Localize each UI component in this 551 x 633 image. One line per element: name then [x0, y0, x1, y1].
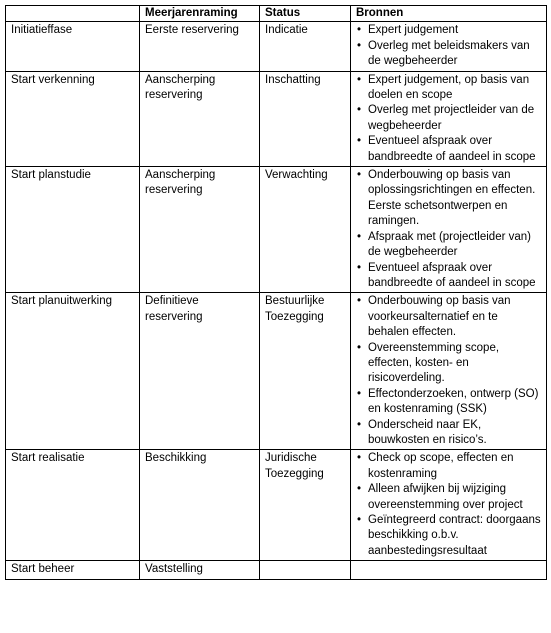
- status-cell: Verwachting: [260, 167, 351, 293]
- bronnen-list: [356, 168, 541, 291]
- list-item-text: Check op scope, effecten en kostenraming: [368, 452, 514, 480]
- bronnen-list: [356, 73, 541, 165]
- phase-table: [5, 5, 547, 580]
- bullet-icon: •: [357, 387, 362, 400]
- list-item-text: Alleen afwijken bij wijziging overeenstemming over project: [368, 483, 523, 511]
- bronnen-cell: [351, 167, 547, 293]
- raming-cell: Beschikking: [140, 450, 260, 561]
- list-item-text: Afspraak met (projectleider van) de wegbeheerder: [368, 230, 531, 259]
- bullet-icon: •: [357, 104, 362, 117]
- list-item-text: Expert judgement: [368, 24, 459, 37]
- list-item-text: Geïntegreerd contract: doorgaans beschikking o.b.v. aanbestedingsresultaat: [368, 514, 541, 557]
- list-item-text: Onderscheid naar EK, bouwkosten en risico’s.: [368, 418, 487, 446]
- list-item-text: Onderbouwing op basis van oplossingsrichtingen en effecten. Eerste schetsontwerpen en ramingen.: [368, 169, 536, 228]
- phase-cell: Start planuitwerking: [6, 293, 140, 450]
- list-item: [356, 482, 541, 513]
- header-bronnen: Bronnen: [351, 6, 547, 22]
- table-row: [6, 167, 547, 293]
- phase-cell: Start verkenning: [6, 71, 140, 166]
- bullet-icon: •: [357, 261, 362, 274]
- bullet-icon: •: [357, 169, 362, 182]
- bullet-icon: •: [357, 418, 362, 431]
- header-meerjarenraming: Meerjarenraming: [140, 6, 260, 22]
- phase-cell: Start planstudie: [6, 167, 140, 293]
- status-cell: Bestuurlijke Toezegging: [260, 293, 351, 450]
- list-item: [356, 341, 541, 387]
- bronnen-cell: [351, 293, 547, 450]
- list-item: [356, 230, 541, 261]
- list-item: [356, 134, 541, 165]
- list-item: [356, 261, 541, 292]
- phase-cell: Initiatieffase: [6, 22, 140, 71]
- raming-cell: Definitieve reservering: [140, 293, 260, 450]
- list-item-text: Eventueel afspraak over bandbreedte of aandeel in scope: [368, 135, 536, 163]
- list-item-text: Eventueel afspraak over bandbreedte of aandeel in scope: [368, 261, 536, 289]
- list-item: [356, 39, 541, 70]
- table-row: [6, 22, 547, 71]
- list-item: [356, 23, 541, 38]
- list-item: [356, 451, 541, 482]
- bullet-icon: •: [357, 514, 362, 526]
- bullet-icon: •: [357, 73, 362, 86]
- table-row: [6, 293, 547, 450]
- list-item-text: Expert judgement, op basis van doelen en scope: [368, 73, 530, 102]
- status-cell: [260, 561, 351, 579]
- bronnen-list: [356, 451, 541, 559]
- status-cell: Inschatting: [260, 71, 351, 166]
- header-status: Status: [260, 6, 351, 22]
- bullet-icon: •: [357, 341, 362, 354]
- bronnen-list: [356, 23, 541, 69]
- list-item: [356, 294, 541, 340]
- header-row: [6, 6, 547, 22]
- list-item: [356, 513, 541, 559]
- list-item-text: Effectonderzoeken, ontwerp (SO) en kostenraming (SSK): [368, 387, 539, 416]
- phase-cell: Start beheer: [6, 561, 140, 579]
- header-phase: [6, 6, 140, 22]
- raming-cell: Eerste reservering: [140, 22, 260, 71]
- status-cell: Juridische Toezegging: [260, 450, 351, 561]
- bullet-icon: •: [357, 483, 362, 496]
- table-row: [6, 561, 547, 579]
- list-item-text: Overleg met projectleider van de wegbeheerder: [368, 104, 535, 132]
- phase-cell: Start realisatie: [6, 450, 140, 561]
- list-item-text: Overleg met beleidsmakers van de wegbeheerder: [368, 39, 530, 68]
- bullet-icon: •: [357, 230, 362, 243]
- table-row: [6, 450, 547, 561]
- bullet-icon: •: [357, 452, 362, 465]
- bullet-icon: •: [357, 39, 362, 52]
- bullet-icon: •: [357, 24, 362, 37]
- bronnen-cell: [351, 22, 547, 71]
- list-item: [356, 73, 541, 104]
- status-cell: Indicatie: [260, 22, 351, 71]
- bronnen-cell: [351, 71, 547, 166]
- raming-cell: Aanscherping reservering: [140, 167, 260, 293]
- list-item: [356, 168, 541, 230]
- raming-cell: Vaststelling: [140, 561, 260, 579]
- bronnen-list: [356, 294, 541, 448]
- bullet-icon: •: [357, 295, 362, 308]
- table-row: [6, 71, 547, 166]
- bullet-icon: •: [357, 135, 362, 148]
- list-item-text: Overeenstemming scope, effecten, kosten- en risicoverdeling.: [368, 341, 500, 385]
- bronnen-cell: [351, 561, 547, 579]
- list-item: [356, 418, 541, 449]
- bronnen-cell: [351, 450, 547, 561]
- list-item: [356, 103, 541, 134]
- list-item: [356, 387, 541, 418]
- list-item-text: Onderbouwing op basis van voorkeursalternatief en te behalen effecten.: [368, 295, 511, 339]
- raming-cell: Aanscherping reservering: [140, 71, 260, 166]
